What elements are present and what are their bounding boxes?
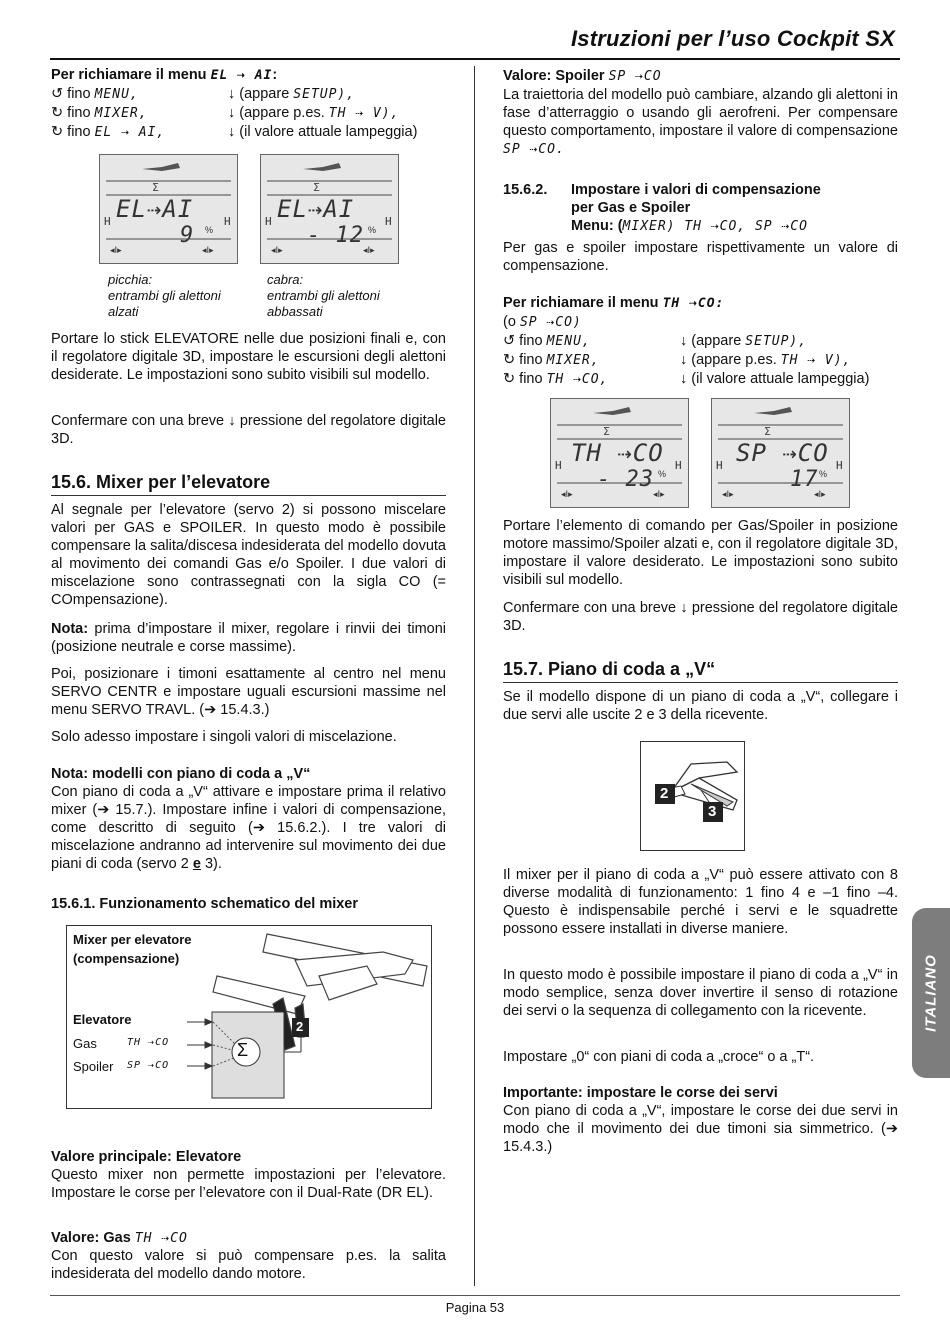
caption-line: alzati [108,304,139,319]
svg-text:Η: Η [104,215,111,228]
lcd-unit: % [658,469,667,479]
diagram-code-spoiler: SP ⇢CO [127,1060,170,1071]
language-side-tab [912,908,950,1078]
call-menu-row [51,123,446,142]
call-menu-row [503,370,898,389]
diagram-code-gas: TH ⇢CO [127,1037,170,1048]
paragraph: In questo modo è possibile impostare il piano di coda a „V“ in modo semplice, senza dover invertire il senso di rotazione dei servi o la sequenza di collegamento con la ricevente. [503,967,898,1019]
call-menu-heading: Per richiamare il menu [51,67,207,83]
menu-label: Menu: ( [571,218,623,234]
svg-text:Η: Η [555,459,562,472]
valore-gas-code: TH ⇢CO [134,1231,188,1246]
row-result-code: SETUP), [293,87,356,102]
importante-heading: Importante: impostare le corse dei servi [503,1085,778,1101]
svg-text:◂I▸: ◂I▸ [561,490,573,500]
row-result: ↓ (appare [680,333,742,349]
lcd-main-text: EL⇢AI [277,195,355,223]
row-action: ↻ fino [51,124,91,140]
subsection-title-line2: per Gas e Spoiler [571,200,691,216]
svg-text:Η: Η [385,215,392,228]
row-result-code: TH ⇢ V), [328,106,400,121]
diagram-label-gas: Gas [73,1036,97,1051]
lcd-main-text: SP ⇢CO [736,439,829,467]
svg-text:Η: Η [224,215,231,228]
paragraph: Poi, posizionare i timoni esattamente al centro nel menu SERVO CENTR e impostare uguali escursioni massime nel menu SERVO TRAVL. (➔ 15.4.3.) [51,666,446,718]
row-result: ↓ (il valore attuale lampeggia) [228,124,418,140]
nota-text: prima d’impostare il mixer, regolare i rinvii dei timoni (posizione neutrale e corse massime). [51,621,446,655]
paragraph: Con questo valore si può compensare p.es. la salita indesiderata del modello dando motore. [51,1248,446,1282]
valore-spoiler-heading [503,67,898,86]
lcd-screen [260,154,399,264]
paragraph: Questo mixer non permette impostazioni per l’elevatore. Impostare le corse per l’elevatore con il Dual-Rate (DR EL). [51,1167,446,1201]
paragraph [503,86,898,159]
call-menu-code: EL ⇢ AI [210,68,273,83]
page-number: Pagina 53 [445,1300,505,1315]
valore-gas-heading [51,1229,446,1248]
row-action: ↻ fino [51,105,91,121]
sigma-icon: Σ [237,1040,249,1060]
svg-text:Η: Η [265,215,272,228]
lcd-screen [711,398,850,508]
subsection-number: 15.6.2. [503,182,548,198]
lcd-unit: % [368,225,377,235]
diagram-label-spoiler: Spoiler [73,1059,114,1074]
svg-text:◂I▸: ◂I▸ [814,490,826,500]
call-menu-row [503,351,898,370]
section-heading-15-7: 15.7. Piano di coda a „V“ [503,660,898,683]
svg-text:◂I▸: ◂I▸ [271,246,283,256]
row-code: TH ⇢CO, [546,372,609,387]
caption-line: picchia: [108,272,153,287]
paragraph: Con piano di coda a „V“, impostare le corse dei due servi in modo che il movimento dei due timoni sia simmetrico. (➔ 15.4.3.) [503,1103,898,1155]
call-menu-alt: (o [503,314,516,330]
caption-line: cabra: [267,272,304,287]
lcd-screen [550,398,689,508]
screen-caption [108,272,221,320]
servo-3-badge: 3 [708,803,717,820]
paragraph: Portare lo stick ELEVATORE nelle due posizioni finali e, con il regolatore digitale 3D, impostare le escursioni degli alettoni desiderate. Le impostazioni sono subito visibili sul modello. [51,331,446,383]
row-action: ↺ fino [51,86,91,102]
subsection-heading-15-6-1: 15.6.1. Funzionamento schematico del mixer [51,896,359,912]
row-code: EL ⇢ AI, [94,125,166,140]
language-tab-label: ITALIANO [922,954,940,1032]
row-result: ↓ (il valore attuale lampeggia) [680,371,870,387]
paragraph: Se il modello dispone di un piano di coda a „V“, collegare i due servi alle uscite 2 e 3 della ricevente. [503,689,898,723]
mixer-schematic [66,925,432,1109]
svg-text:Σ: Σ [313,181,320,194]
svg-text:◂I▸: ◂I▸ [202,246,214,256]
paragraph: Per gas e spoiler impostare rispettivamente un valore di compensazione. [503,240,898,274]
row-action: ↻ fino [503,352,543,368]
page-header-title: Istruzioni per l’uso Cockpit SX [570,26,895,51]
paragraph: Impostare „0“ con piani di coda a „croce“ o a „T“. [503,1049,815,1065]
right-call-menu [503,294,898,389]
lcd-value: - 12 [307,223,364,248]
footer-divider [50,1295,900,1296]
diagram-label-elevatore: Elevatore [73,1012,132,1027]
lcd-value: 17 [790,467,819,492]
subsection-heading-15-6-2 [503,181,898,236]
svg-text:Η: Η [836,459,843,472]
row-result-code: TH ⇢ V), [780,353,852,368]
nota-v-heading: Nota: modelli con piano di coda a „V“ [51,766,311,782]
row-result: ↓ (appare p.es. [680,352,777,368]
valore-spoiler-text: La traiettoria del modello può cambiare, alzando gli alettoni in fase d’atterraggio o usando gli aerofreni. Per compensare questo comportamento, impostare il valore di compensazione [503,87,898,139]
paragraph [51,620,446,656]
row-action: ↻ fino [503,371,543,387]
row-action: ↺ fino [503,333,543,349]
section-heading-15-6: 15.6. Mixer per l’elevatore [51,473,446,496]
valore-principale-heading: Valore principale: Elevatore [51,1149,242,1165]
lcd-value: 9 [180,223,195,248]
nota-label: Nota: [51,621,89,637]
caption-line: entrambi gli alettoni [108,288,221,303]
vtail-illustration [640,741,745,851]
paragraph: Al segnale per l’elevatore (servo 2) si possono miscelare valori per GAS e SPOILER. In questo modo è possibile compensare la salita/discesa indesiderata del modello dovuta al movimento dei comandi Gas e/o Spoiler. I due valori di miscelazione sono contrassegnati con la sigla CO (= COmpensazione). [51,502,446,608]
lcd-unit: % [205,225,214,235]
svg-text:◂I▸: ◂I▸ [722,490,734,500]
lcd-main-text: EL⇢AI [116,195,194,223]
svg-text:◂I▸: ◂I▸ [653,490,665,500]
svg-text:◂I▸: ◂I▸ [363,246,375,256]
servo-number-badge: 2 [296,1019,304,1034]
header-divider [50,58,900,60]
paragraph: Solo adesso impostare i singoli valori di miscelazione. [51,729,397,745]
call-menu-code: TH ⇢CO: [662,296,725,311]
screen-caption [267,272,380,320]
nota-v-emph: e [192,856,201,872]
row-result: ↓ (appare [228,86,290,102]
valore-spoiler-code-inline: SP ⇢CO. [503,142,565,157]
subsection-title: Impostare i valori di compensazione [571,182,821,198]
caption-line: entrambi gli alettoni [267,288,380,303]
svg-text:Σ: Σ [603,425,610,438]
call-menu-row [503,332,898,351]
vtail-graphic [641,742,744,850]
left-call-menu: Per richiamare il menu EL ⇢ AI: ↺ fino MENU, ↓ (appare SETUP), ↻ fino MIXER, ↓ (appare p.es. TH ⇢ V), ↻ fino EL ⇢ AI, ↓ (il valore attuale lampeggia) [51,66,446,142]
paragraph: Il mixer per il piano di coda a „V“ può essere attivato con 8 diverse modalità di funzionamento: 1 fino 4 e –1 fino –4. Questo è indispensabile perché i servi e le squadrette possono essere installati in diverse maniere. [503,867,898,937]
diagram-title-line: Mixer per elevatore [73,932,192,947]
row-code: MENU, [546,334,591,349]
nota-v-text: Con piano di coda a „V“ attivare e impostare prima il relativo mixer (➔ 15.7.). Impostare infine i valori di compensazione, come descritto di seguito (➔ 15.6.2.). I tre valori di miscelazione andranno ad intervenire sul movimento dei due piani di coda (servo 2 [51,784,446,872]
lcd-screen [99,154,238,264]
call-menu-row [51,85,446,104]
paragraph: Portare l’elemento di comando per Gas/Spoiler in posizione motore massimo/Spoiler alzati e, con il regolatore digitale 3D, impostare il valore desiderato. Le impostazioni sono subito visibili sul modello. [503,518,898,588]
call-menu-row [51,104,446,123]
row-code: MIXER, [546,353,600,368]
column-divider [474,66,475,1286]
servo-2-badge: 2 [660,785,669,802]
paragraph: Confermare con una breve ↓ pressione del regolatore digitale 3D. [51,413,446,447]
call-menu-alt-code: SP ⇢CO) [519,315,582,330]
valore-spoiler-label: Valore: Spoiler [503,68,605,84]
nota-v-text-end: 3). [200,856,222,872]
caption-line: abbassati [267,304,323,319]
svg-text:Η: Η [716,459,723,472]
paragraph [51,783,446,873]
call-menu-heading: Per richiamare il menu [503,295,659,311]
lcd-main-text: TH ⇢CO [571,439,664,467]
lcd-value: - 23 [597,467,654,492]
svg-text:Σ: Σ [152,181,159,194]
lcd-unit: % [819,469,828,479]
diagram-title [73,930,192,968]
diagram-title-line: (compensazione) [73,951,180,966]
valore-gas-label: Valore: Gas [51,1230,131,1246]
svg-text:Σ: Σ [764,425,771,438]
paragraph: Confermare con una breve ↓ pressione del regolatore digitale 3D. [503,600,898,634]
svg-text:Η: Η [675,459,682,472]
valore-spoiler-code: SP ⇢CO [608,69,662,84]
menu-codes: MIXER) TH ⇢CO, SP ⇢CO [622,219,808,234]
row-result: ↓ (appare p.es. [228,105,325,121]
row-code: MIXER, [94,106,148,121]
row-result-code: SETUP), [745,334,808,349]
svg-text:◂I▸: ◂I▸ [110,246,122,256]
row-code: MENU, [94,87,139,102]
